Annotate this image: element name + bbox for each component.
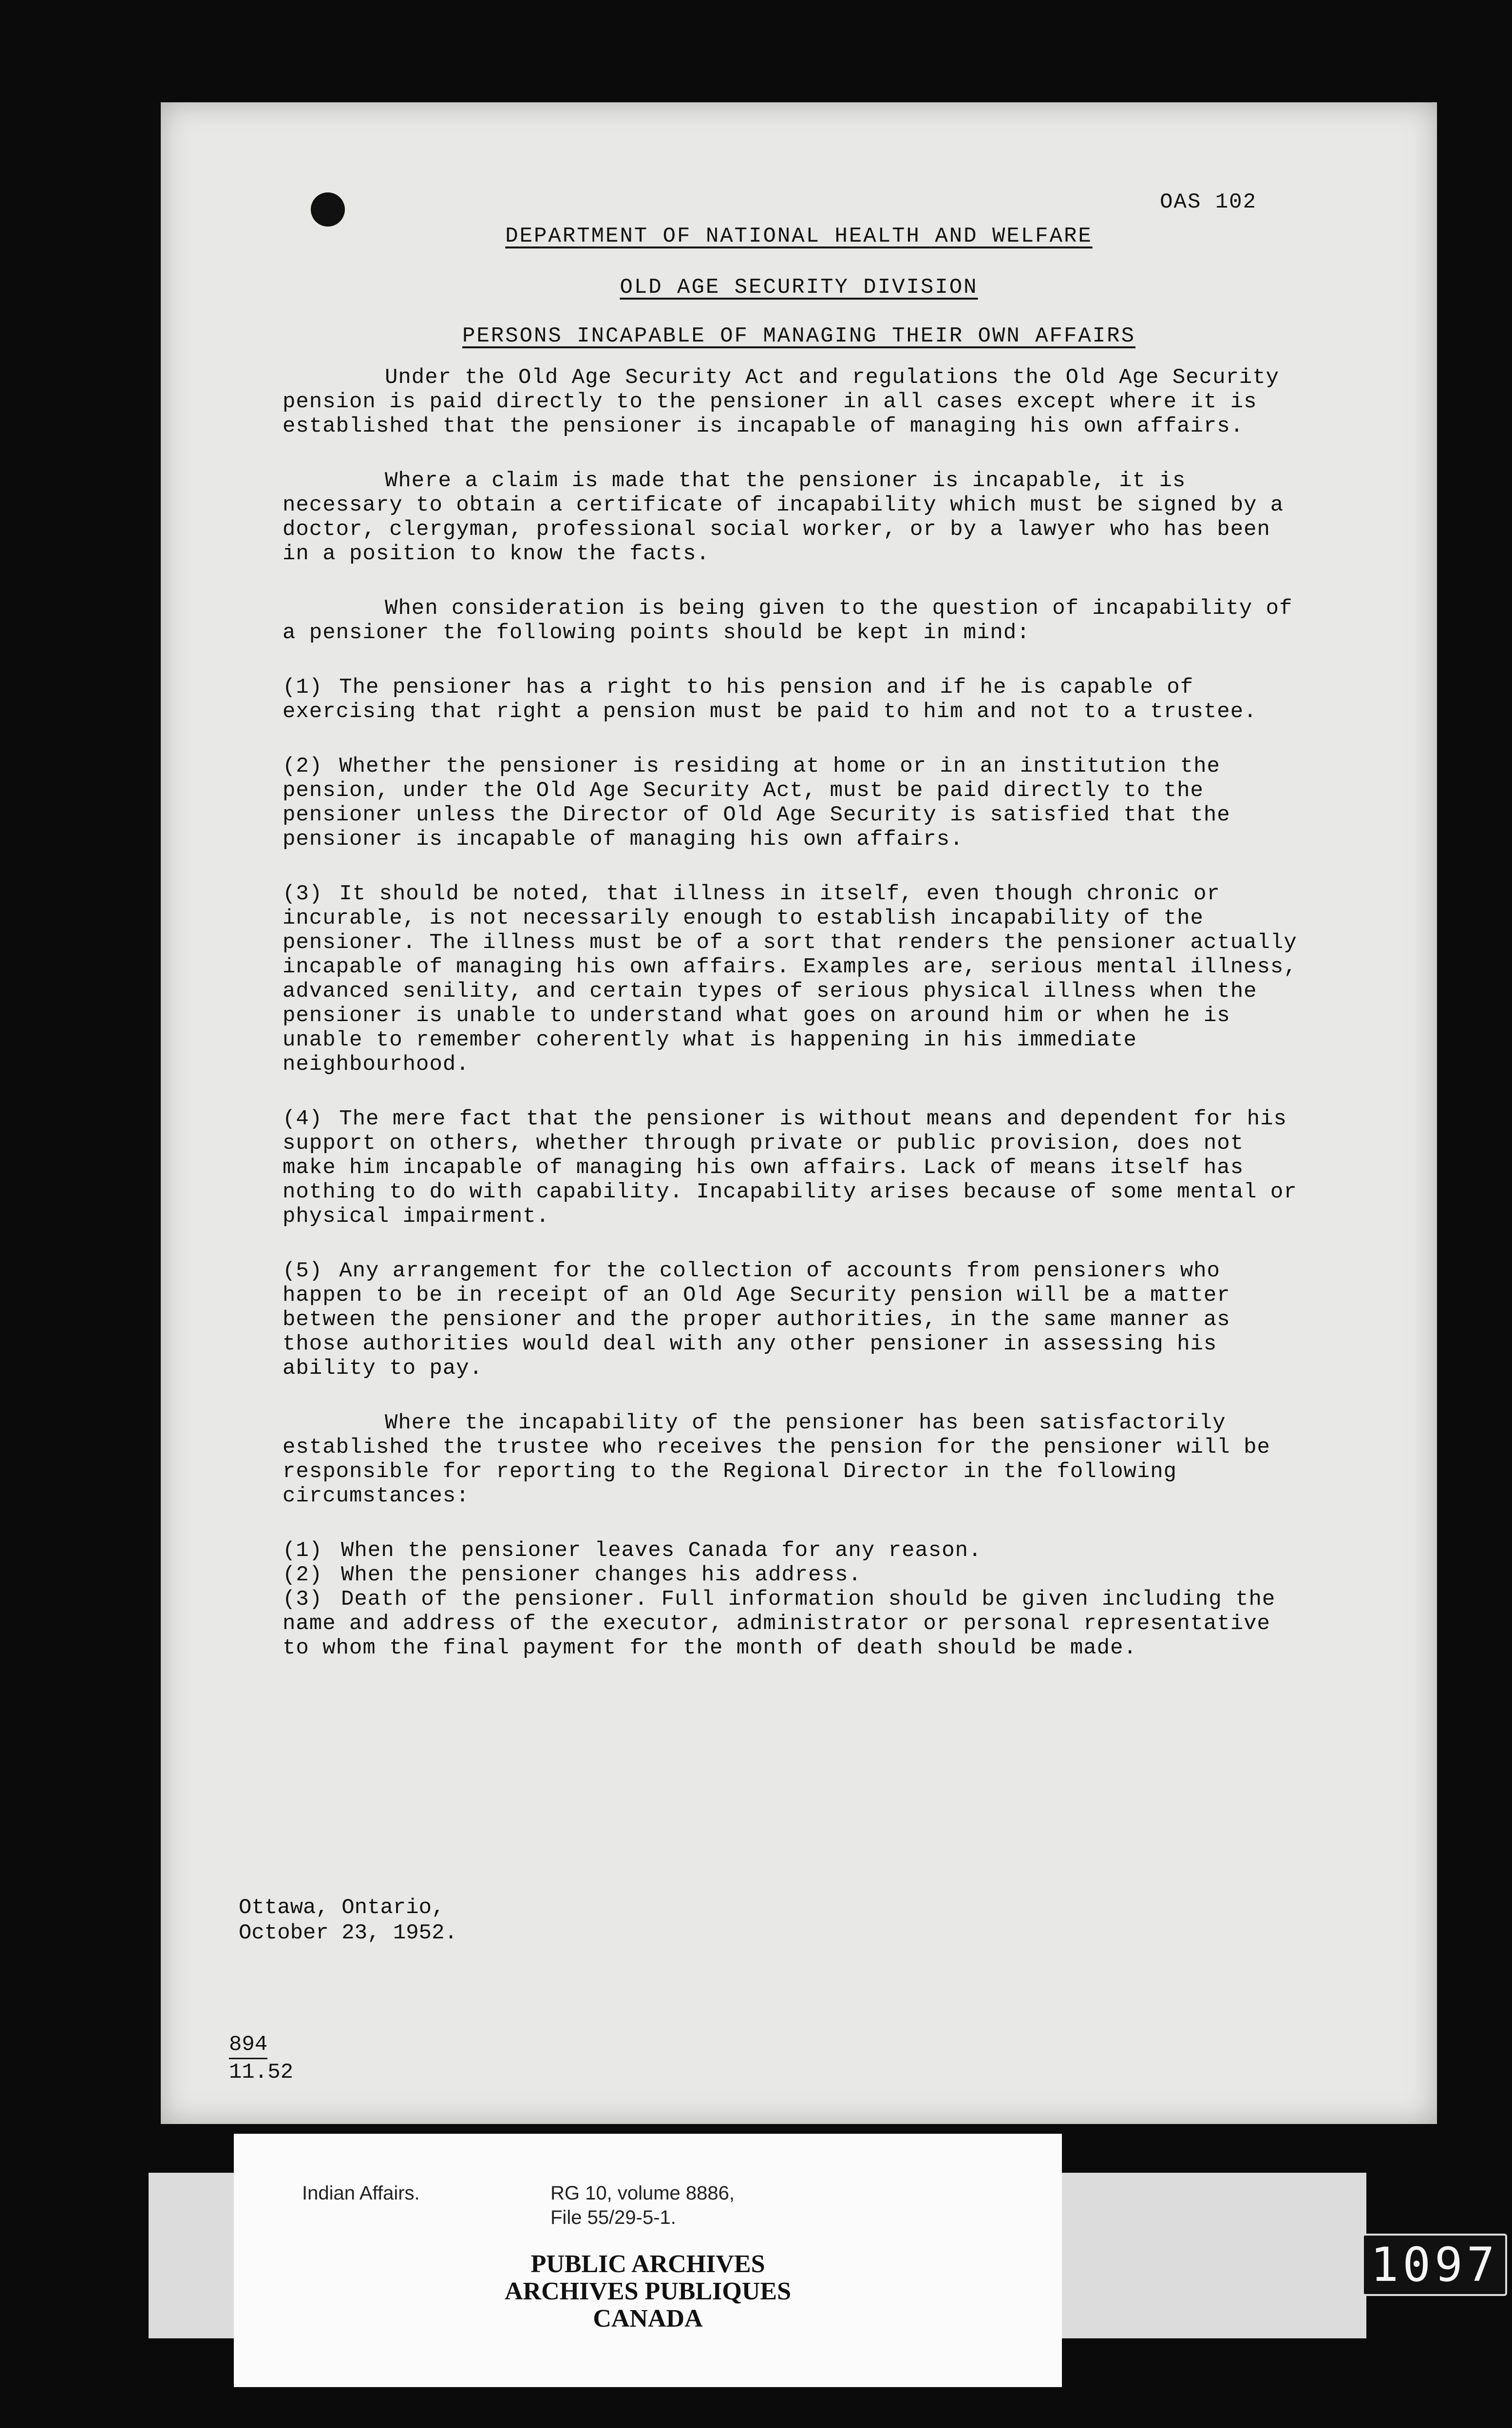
point-1: (1) The pensioner has a right to his pension and if he is capable of exercising that right a pension must be paid to him and not to a trustee. <box>283 675 1257 724</box>
place: Ottawa, Ontario, <box>239 1896 445 1920</box>
division-heading: OLD AGE SECURITY DIVISION <box>620 275 978 300</box>
document-page <box>161 102 1437 2124</box>
trustee-paragraph: Where the incapability of the pensioner has been satisfactorily established the trustee who receives the pension for the pensioner will be responsible for reporting to the Regional Director in the following circumstances: <box>283 1411 1270 1508</box>
circumstance-3: (3) Death of the pensioner. Full information should be given including the name and address of the executor, administrator or personal representative to whom the final payment for the month of death should be made. <box>283 1587 1276 1660</box>
circumstance-2: (2) When the pensioner changes his address. <box>283 1563 862 1587</box>
date: October 23, 1952. <box>239 1921 457 1945</box>
circumstances-list <box>283 1538 1305 1660</box>
volume-label: RG 10, volume 8886, <box>550 2182 735 2204</box>
point-3: (3) It should be noted, that illness in itself, even though chronic or incurable, is not necessarily enough to establish incapability of the pensioner. The illness must be of a sort that renders the pensioner actually incapable of managing his own affairs. Examples are, serious mental illness, advanced senility, and certain types of serious physical illness when the pensioner is unable to understand what goes on around him or when he is unable to remember coherently what is happening in his immediate neighbourhood. <box>283 882 1297 1077</box>
collection-label: Indian Affairs. <box>302 2182 420 2204</box>
form-reference <box>229 2031 336 2086</box>
form-code: OAS 102 <box>1160 190 1257 214</box>
intro-paragraph: Under the Old Age Security Act and regulations the Old Age Security pension is paid directly to the pensioner in all cases except where it is established that the pensioner is incapable of managing his own affairs. <box>283 365 1280 438</box>
form-ref-number: 894 <box>229 2031 267 2059</box>
archives-stamp-line-1: PUBLIC ARCHIVES <box>530 2250 765 2278</box>
claim-paragraph: Where a claim is made that the pensioner is incapable, it is necessary to obtain a certificate of incapability which must be signed by a doctor, clergyman, professional social worker, or by a lawyer who has been in a position to know the facts. <box>283 469 1284 566</box>
circumstance-1: (1) When the pensioner leaves Canada for any reason. <box>283 1538 982 1563</box>
punch-hole <box>311 192 345 227</box>
form-ref-date: 11.52 <box>229 2060 294 2085</box>
frame-number: 1097 <box>1362 2234 1507 2296</box>
point-5: (5) Any arrangement for the collection of accounts from pensioners who happen to be in receipt of an Old Age Security pension will be a matter between the pensioner and the proper authorities, in the same manner as those authorities would deal with any other pensioner in assessing his ability to pay. <box>283 1259 1230 1381</box>
archive-card <box>234 2134 1062 2387</box>
archives-stamp-line-2: ARCHIVES PUBLIQUES <box>504 2277 792 2305</box>
subject-heading: PERSONS INCAPABLE OF MANAGING THEIR OWN AFFAIRS <box>462 324 1135 348</box>
department-heading: DEPARTMENT OF NATIONAL HEALTH AND WELFARE <box>505 224 1093 248</box>
point-4: (4) The mere fact that the pensioner is without means and dependent for his support on others, whether through private or public provision, does not make him incapable of managing his own affairs. Lack of means itself has nothing to do with capability. Incapability arises because of some mental or physical impairment. <box>283 1107 1297 1229</box>
document-body <box>283 365 1305 1660</box>
point-2: (2) Whether the pensioner is residing at home or in an institution the pension, under the Old Age Security Act, must be paid directly to the pensioner unless the Director of Old Age Security is satisfied that the pensioner is incapable of managing his own affairs. <box>283 754 1230 852</box>
file-label: File 55/29-5-1. <box>550 2207 676 2228</box>
consideration-paragraph: When consideration is being given to the question of incapability of a pensioner the following points should be kept in mind: <box>283 596 1293 645</box>
archives-stamp-line-3: CANADA <box>593 2305 703 2333</box>
place-and-date <box>239 1895 823 1946</box>
